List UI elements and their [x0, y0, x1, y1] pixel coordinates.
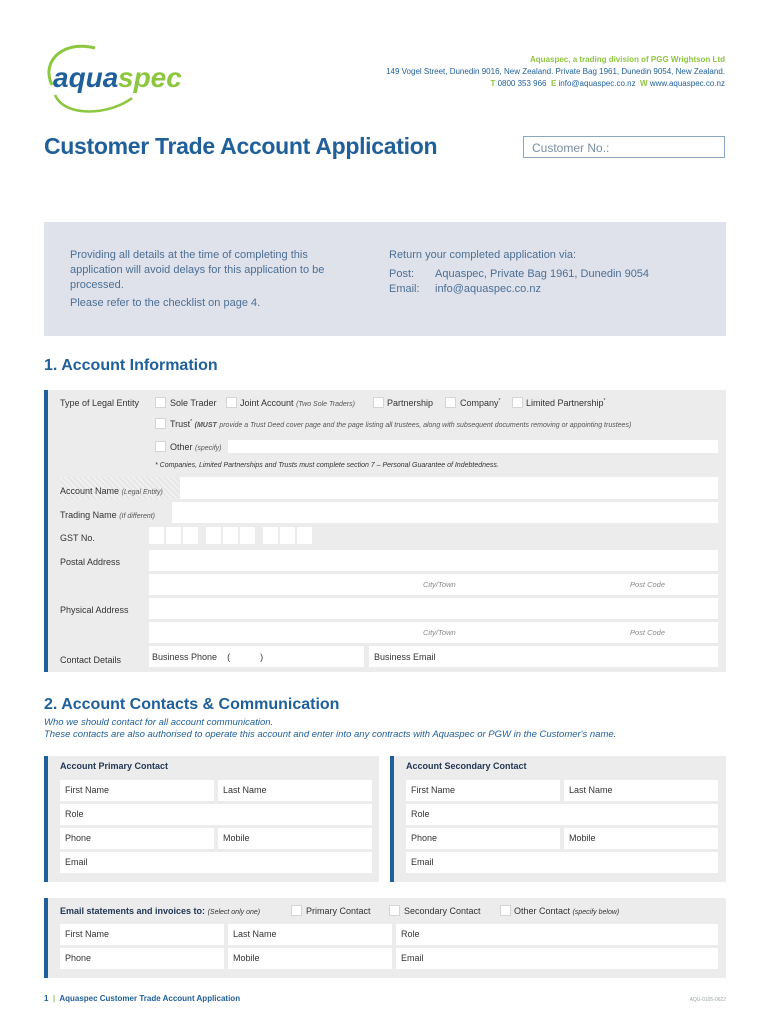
- gst-digit-6[interactable]: [240, 527, 255, 544]
- section2-heading: 2. Account Contacts & Communication: [44, 696, 340, 713]
- info-box: [44, 222, 726, 336]
- account-info-panel: [44, 390, 726, 672]
- statements-phone[interactable]: Phone: [60, 948, 224, 969]
- business-email-label: Business Email: [374, 652, 436, 662]
- physical-address-label: Physical Address: [60, 605, 129, 615]
- trust-checkbox[interactable]: [155, 418, 166, 429]
- company-web-link[interactable]: www.aquaspec.co.nz: [649, 79, 725, 88]
- company-contact: T 0800 353 966 E info@aquaspec.co.nz W www.aquaspec.co.nz: [490, 79, 725, 88]
- svg-text:aqua: aqua: [53, 62, 119, 93]
- trading-name-input[interactable]: [172, 502, 718, 523]
- primary-mobile[interactable]: Mobile: [218, 828, 372, 849]
- business-phone-label: Business Phone ( ): [152, 652, 264, 662]
- postal-address-line1[interactable]: [149, 550, 718, 571]
- info-checklist-note: Please refer to the checklist on page 4.: [70, 297, 261, 309]
- gst-digit-8[interactable]: [280, 527, 295, 544]
- statements-last-name[interactable]: Last Name: [228, 924, 392, 945]
- physical-city-hint: City/Town: [423, 628, 456, 637]
- gst-digit-9[interactable]: [297, 527, 312, 544]
- sole-trader-checkbox[interactable]: [155, 397, 166, 408]
- customer-no-field[interactable]: Customer No.:: [523, 136, 725, 158]
- statements-primary-label: Primary Contact: [306, 906, 371, 916]
- trading-name-label: Trading Name (If different): [60, 510, 156, 520]
- page-title: Customer Trade Account Application: [44, 133, 438, 159]
- company-checkbox[interactable]: [445, 397, 456, 408]
- account-name-input[interactable]: [180, 477, 718, 499]
- primary-contact-title: Account Primary Contact: [60, 761, 169, 771]
- gst-digit-5[interactable]: [223, 527, 238, 544]
- gst-digit-3[interactable]: [183, 527, 198, 544]
- form-code: AQU-0105-0622: [689, 997, 726, 1003]
- contact-details-label: Contact Details: [60, 655, 122, 665]
- info-email-value[interactable]: info@aquaspec.co.nz: [435, 283, 541, 295]
- gst-digit-4[interactable]: [206, 527, 221, 544]
- secondary-contact-title: Account Secondary Contact: [406, 761, 527, 771]
- primary-role[interactable]: Role: [60, 804, 372, 825]
- physical-postcode-hint: Post Code: [630, 628, 666, 637]
- legal-entity-label: Type of Legal Entity: [60, 398, 140, 408]
- info-post-value: Aquaspec, Private Bag 1961, Dunedin 9054: [435, 268, 650, 280]
- gst-digit-1[interactable]: [149, 527, 164, 544]
- limited-partnership-label: Limited Partnership*: [526, 398, 606, 408]
- statements-label: Email statements and invoices to: (Select only one): [60, 906, 261, 916]
- account-name-label: Account Name (Legal Entity): [60, 486, 163, 496]
- statements-panel: [44, 898, 726, 978]
- info-delay-note: Providing all details at the time of completing this application will avoid delays for this application to be processed.: [70, 249, 325, 291]
- other-label: Other (specify): [170, 442, 222, 452]
- statements-secondary-label: Secondary Contact: [404, 906, 481, 916]
- primary-first-name[interactable]: First Name: [60, 780, 214, 801]
- company-details: [386, 54, 725, 90]
- joint-account-label: Joint Account (Two Sole Traders): [240, 398, 355, 408]
- primary-phone[interactable]: Phone: [60, 828, 214, 849]
- section1-heading: 1. Account Information: [44, 357, 218, 374]
- limited-partnership-checkbox[interactable]: [512, 397, 523, 408]
- secondary-mobile[interactable]: Mobile: [564, 828, 718, 849]
- aquaspec-logo: [40, 40, 190, 115]
- primary-contact-panel: [44, 756, 379, 882]
- primary-email[interactable]: Email: [60, 852, 372, 873]
- statements-other-label: Other Contact (specify below): [514, 906, 620, 916]
- physical-address-line1[interactable]: [149, 598, 718, 619]
- primary-last-name[interactable]: Last Name: [218, 780, 372, 801]
- postal-postcode-hint: Post Code: [630, 580, 666, 589]
- statements-secondary-checkbox[interactable]: [389, 905, 400, 916]
- postal-city-hint: City/Town: [423, 580, 456, 589]
- info-email-label: Email:: [389, 283, 420, 295]
- statements-first-name[interactable]: First Name: [60, 924, 224, 945]
- secondary-last-name[interactable]: Last Name: [564, 780, 718, 801]
- statements-mobile[interactable]: Mobile: [228, 948, 392, 969]
- secondary-phone[interactable]: Phone: [406, 828, 560, 849]
- gst-digit-7[interactable]: [263, 527, 278, 544]
- secondary-first-name[interactable]: First Name: [406, 780, 560, 801]
- info-post-label: Post:: [389, 268, 415, 280]
- company-name: Aquaspec, a trading division of PGG Wrightson Ltd: [530, 55, 725, 64]
- postal-address-label: Postal Address: [60, 557, 121, 567]
- other-checkbox[interactable]: [155, 441, 166, 452]
- secondary-contact-panel: [390, 756, 726, 882]
- sole-trader-label: Sole Trader: [170, 398, 217, 408]
- trust-label: Trust* (MUST provide a Trust Deed cover page and the page listing all trustees, along with subsequent documents removing or appointing trustees): [170, 419, 632, 429]
- statements-role[interactable]: Role: [396, 924, 718, 945]
- statements-primary-checkbox[interactable]: [291, 905, 302, 916]
- company-email-link[interactable]: info@aquaspec.co.nz: [558, 79, 636, 88]
- company-label: Company*: [460, 398, 501, 408]
- secondary-email[interactable]: Email: [406, 852, 718, 873]
- entity-footnote: * Companies, Limited Partnerships and Trusts must complete section 7 – Personal Guarantee of Indebtedness.: [155, 462, 499, 469]
- gst-digit-2[interactable]: [166, 527, 181, 544]
- partnership-checkbox[interactable]: [373, 397, 384, 408]
- section2-subtitle: Who we should contact for all account communication. These contacts are also authorised to operate this account and enter into any contracts with Aquaspec or PGW in the Customer's name.: [44, 717, 617, 740]
- statements-other-checkbox[interactable]: [500, 905, 511, 916]
- partnership-label: Partnership: [387, 398, 434, 408]
- info-return-title: Return your completed application via:: [389, 249, 577, 261]
- joint-account-checkbox[interactable]: [226, 397, 237, 408]
- page-footer: 1 | Aquaspec Customer Trade Account Application: [44, 994, 241, 1003]
- secondary-role[interactable]: Role: [406, 804, 718, 825]
- gst-label: GST No.: [60, 533, 95, 543]
- other-specify-input[interactable]: [228, 440, 718, 453]
- company-address: 149 Vogel Street, Dunedin 9016, New Zealand. Private Bag 1961, Dunedin 9054, New Zealand.: [386, 67, 725, 76]
- svg-text:spec: spec: [118, 62, 182, 93]
- statements-email[interactable]: Email: [396, 948, 718, 969]
